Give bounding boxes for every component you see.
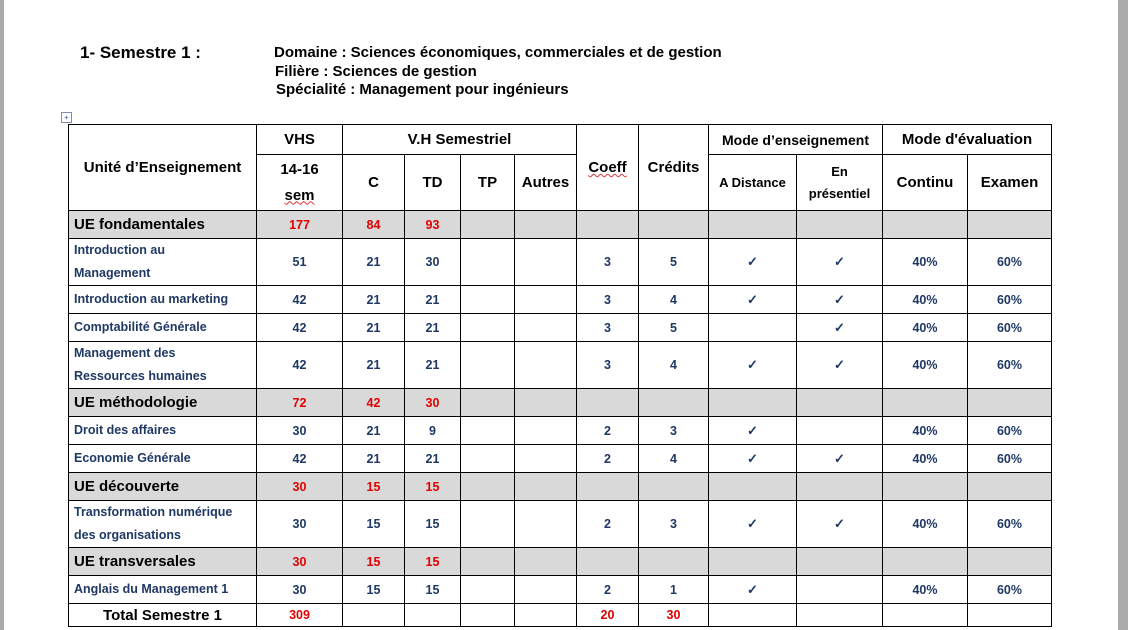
empty-cell: [461, 604, 515, 627]
course-examen: 60%: [968, 239, 1052, 286]
course-examen: 60%: [968, 445, 1052, 473]
header-presentiel: [797, 155, 883, 211]
ue-td: 15: [405, 548, 461, 576]
ue-vhs: 30: [257, 473, 343, 501]
header-autres: Autres: [515, 155, 577, 211]
presentiel-cell: [797, 286, 883, 314]
empty-cell: [797, 389, 883, 417]
table-row: [69, 445, 1052, 473]
check-icon: ✓: [747, 450, 758, 466]
presentiel-cell: [797, 576, 883, 604]
table-row: [69, 501, 1052, 548]
presentiel-cell: [797, 239, 883, 286]
course-tp: [461, 286, 515, 314]
course-autres: [515, 286, 577, 314]
presentiel-cell: [797, 417, 883, 445]
course-autres: [515, 445, 577, 473]
header-examen: Examen: [968, 155, 1052, 211]
check-icon: ✓: [834, 254, 845, 269]
ue-c: 15: [343, 473, 405, 501]
ue-name: UE méthodologie: [69, 389, 257, 417]
course-vhs: 42: [257, 342, 343, 389]
course-credits: 4: [639, 342, 709, 389]
empty-cell: [968, 473, 1052, 501]
ue-name: UE fondamentales: [69, 211, 257, 239]
empty-cell: [968, 389, 1052, 417]
course-tp: [461, 445, 515, 473]
course-continu: 40%: [883, 239, 968, 286]
presentiel-cell: [797, 501, 883, 548]
header-c: C: [343, 155, 405, 211]
header-td: TD: [405, 155, 461, 211]
header-mode-enseignement: Mode d’enseignement: [709, 125, 883, 155]
filiere-line: Filière : Sciences de gestion: [275, 62, 477, 80]
empty-cell: [797, 604, 883, 627]
presentiel-cell: [797, 314, 883, 342]
course-coeff: 2: [577, 445, 639, 473]
table-row: [69, 342, 1052, 389]
course-examen: 60%: [968, 314, 1052, 342]
check-icon: ✓: [834, 319, 845, 335]
header-presentiel-label: présentiel: [808, 185, 871, 201]
course-credits: 3: [639, 417, 709, 445]
ue-name: UE transversales: [69, 548, 257, 576]
empty-cell: [709, 389, 797, 417]
empty-cell: [405, 604, 461, 627]
course-coeff: 2: [577, 417, 639, 445]
empty-cell: [639, 473, 709, 501]
empty-cell: [461, 473, 515, 501]
distance-cell: [709, 576, 797, 604]
course-name: [69, 239, 257, 286]
course-autres: [515, 342, 577, 389]
course-vhs: 30: [257, 501, 343, 548]
course-credits: 4: [639, 445, 709, 473]
empty-cell: [797, 211, 883, 239]
check-icon: ✓: [834, 291, 845, 307]
course-name-line: Ressources humaines: [74, 369, 207, 383]
table-row: [69, 417, 1052, 445]
course-name-line: Economie Générale: [74, 451, 191, 465]
total-label: Total Semestre 1: [69, 604, 257, 627]
course-coeff: 3: [577, 286, 639, 314]
ue-row: [69, 473, 1052, 501]
check-icon: ✓: [747, 516, 758, 531]
course-continu: 40%: [883, 417, 968, 445]
empty-cell: [577, 473, 639, 501]
empty-cell: [709, 604, 797, 627]
check-icon: ✓: [747, 357, 758, 372]
course-name-line: Anglais du Management 1: [74, 582, 229, 596]
empty-cell: [577, 211, 639, 239]
course-coeff: 3: [577, 314, 639, 342]
header-mode-evaluation: Mode d'évaluation: [883, 125, 1052, 155]
course-name-line: Introduction au marketing: [74, 292, 229, 306]
course-td: 21: [405, 342, 461, 389]
check-icon: ✓: [747, 291, 758, 307]
table-row: [69, 286, 1052, 314]
course-credits: 5: [639, 314, 709, 342]
course-credits: 5: [639, 239, 709, 286]
course-name: [69, 314, 257, 342]
course-name: [69, 417, 257, 445]
course-td: 15: [405, 576, 461, 604]
course-tp: [461, 417, 515, 445]
total-vhs: 309: [257, 604, 343, 627]
table-body: [69, 211, 1052, 627]
course-tp: [461, 314, 515, 342]
empty-cell: [883, 604, 968, 627]
move-handle-icon[interactable]: +: [61, 112, 72, 123]
course-tp: [461, 342, 515, 389]
empty-cell: [515, 604, 577, 627]
course-autres: [515, 576, 577, 604]
ue-td: 30: [405, 389, 461, 417]
ue-row: [69, 389, 1052, 417]
ue-td: 93: [405, 211, 461, 239]
empty-cell: [577, 548, 639, 576]
distance-cell: [709, 501, 797, 548]
course-tp: [461, 576, 515, 604]
course-td: 21: [405, 286, 461, 314]
empty-cell: [461, 389, 515, 417]
course-tp: [461, 501, 515, 548]
empty-cell: [461, 211, 515, 239]
header-vhs: VHS: [257, 125, 343, 155]
check-icon: ✓: [747, 254, 758, 269]
presentiel-cell: [797, 342, 883, 389]
empty-cell: [968, 548, 1052, 576]
empty-cell: [515, 548, 577, 576]
distance-cell: [709, 445, 797, 473]
course-name: [69, 501, 257, 548]
course-name-line: des organisations: [74, 528, 181, 542]
ue-vhs: 177: [257, 211, 343, 239]
table-row: [69, 576, 1052, 604]
course-name-line: Introduction au: [74, 243, 165, 257]
header-vhs-sub: [257, 155, 343, 211]
empty-cell: [797, 548, 883, 576]
course-examen: 60%: [968, 342, 1052, 389]
course-c: 15: [343, 501, 405, 548]
empty-cell: [515, 389, 577, 417]
table-row: [69, 314, 1052, 342]
course-td: 21: [405, 314, 461, 342]
empty-cell: [639, 389, 709, 417]
header-a-distance: A Distance: [709, 155, 797, 211]
header-coeff-label: Coeff: [588, 159, 627, 176]
empty-cell: [461, 548, 515, 576]
empty-cell: [709, 211, 797, 239]
course-vhs: 42: [257, 445, 343, 473]
course-coeff: 2: [577, 501, 639, 548]
empty-cell: [577, 389, 639, 417]
header-vhs-sem: sem: [284, 186, 315, 204]
course-name: [69, 576, 257, 604]
course-name-line: Transformation numérique: [74, 505, 233, 519]
course-td: 21: [405, 445, 461, 473]
empty-cell: [968, 211, 1052, 239]
total-coeff: 20: [577, 604, 639, 627]
ue-c: 84: [343, 211, 405, 239]
ue-vhs: 72: [257, 389, 343, 417]
course-table: [68, 124, 1052, 627]
empty-cell: [709, 473, 797, 501]
course-credits: 4: [639, 286, 709, 314]
check-icon: ✓: [834, 516, 845, 531]
course-autres: [515, 417, 577, 445]
course-name-line: Management: [74, 266, 151, 280]
empty-cell: [639, 548, 709, 576]
course-c: 21: [343, 445, 405, 473]
header-row-1: [69, 125, 1052, 155]
check-icon: ✓: [834, 357, 845, 372]
empty-cell: [883, 548, 968, 576]
empty-cell: [709, 548, 797, 576]
ue-row: [69, 548, 1052, 576]
course-td: 30: [405, 239, 461, 286]
check-icon: ✓: [834, 450, 845, 466]
course-continu: 40%: [883, 445, 968, 473]
table-row: [69, 239, 1052, 286]
distance-cell: [709, 314, 797, 342]
header-vhs-weeks: 14-16: [280, 160, 319, 178]
course-credits: 3: [639, 501, 709, 548]
course-continu: 40%: [883, 576, 968, 604]
distance-cell: [709, 286, 797, 314]
ue-name: UE découverte: [69, 473, 257, 501]
course-name-line: Management des: [74, 346, 176, 360]
total-credits: 30: [639, 604, 709, 627]
empty-cell: [515, 211, 577, 239]
ue-c: 42: [343, 389, 405, 417]
empty-cell: [639, 211, 709, 239]
course-examen: 60%: [968, 417, 1052, 445]
course-name-line: Droit des affaires: [74, 423, 177, 437]
course-continu: 40%: [883, 314, 968, 342]
course-c: 21: [343, 286, 405, 314]
course-vhs: 30: [257, 417, 343, 445]
empty-cell: [883, 211, 968, 239]
empty-cell: [515, 473, 577, 501]
empty-cell: [343, 604, 405, 627]
specialite-line: Spécialité : Management pour ingénieurs: [276, 81, 569, 98]
ue-td: 15: [405, 473, 461, 501]
course-autres: [515, 501, 577, 548]
course-c: 21: [343, 417, 405, 445]
course-coeff: 2: [577, 576, 639, 604]
course-continu: 40%: [883, 286, 968, 314]
total-row: [69, 604, 1052, 627]
course-vhs: 51: [257, 239, 343, 286]
semester-heading: 1- Semestre 1 :: [80, 43, 201, 62]
course-name: [69, 342, 257, 389]
header-continu: Continu: [883, 155, 968, 211]
header-ue: Unité d’Enseignement: [69, 125, 257, 211]
course-name: [69, 286, 257, 314]
program-info: [274, 44, 722, 100]
check-icon: ✓: [747, 422, 758, 438]
course-examen: 60%: [968, 501, 1052, 548]
course-c: 21: [343, 342, 405, 389]
distance-cell: [709, 342, 797, 389]
domaine-line: Domaine : Sciences économiques, commerciales et de gestion: [274, 44, 722, 61]
empty-cell: [883, 389, 968, 417]
course-td: 15: [405, 501, 461, 548]
course-continu: 40%: [883, 342, 968, 389]
course-autres: [515, 314, 577, 342]
distance-cell: [709, 239, 797, 286]
course-examen: 60%: [968, 576, 1052, 604]
presentiel-cell: [797, 445, 883, 473]
course-vhs: 42: [257, 314, 343, 342]
header-en: En: [831, 163, 848, 179]
empty-cell: [797, 473, 883, 501]
course-coeff: 3: [577, 239, 639, 286]
ue-vhs: 30: [257, 548, 343, 576]
header-vh-semestriel: V.H Semestriel: [343, 125, 577, 155]
course-autres: [515, 239, 577, 286]
empty-cell: [968, 604, 1052, 627]
course-tp: [461, 239, 515, 286]
empty-cell: [883, 473, 968, 501]
course-coeff: 3: [577, 342, 639, 389]
header-credits: Crédits: [639, 125, 709, 211]
ue-c: 15: [343, 548, 405, 576]
ue-row: [69, 211, 1052, 239]
course-examen: 60%: [968, 286, 1052, 314]
course-td: 9: [405, 417, 461, 445]
course-vhs: 30: [257, 576, 343, 604]
course-c: 21: [343, 239, 405, 286]
distance-cell: [709, 417, 797, 445]
course-name: [69, 445, 257, 473]
header-coeff: [577, 125, 639, 211]
header-tp: TP: [461, 155, 515, 211]
course-vhs: 42: [257, 286, 343, 314]
course-credits: 1: [639, 576, 709, 604]
course-continu: 40%: [883, 501, 968, 548]
course-c: 15: [343, 576, 405, 604]
course-c: 21: [343, 314, 405, 342]
check-icon: ✓: [747, 581, 758, 597]
course-name-line: Comptabilité Générale: [74, 320, 207, 334]
